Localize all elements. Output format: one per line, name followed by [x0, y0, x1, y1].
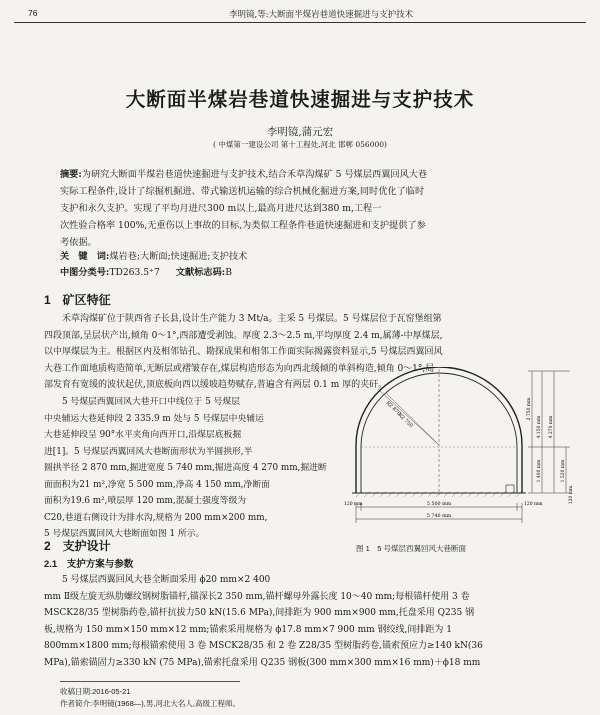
clc-value: TD263.5⁺7	[109, 267, 160, 278]
section-heading-2: 2 支护设计	[44, 539, 111, 553]
keywords-label: 关 键 词:	[60, 251, 110, 262]
footnote-rule	[60, 681, 240, 682]
running-title: 李明镜,等:大断面半煤岩巷道快速掘进与支护技术	[229, 10, 414, 20]
para-line: 800mm×1800 mm;每根锚索使用 3 卷 MSCK28/35 和 2 卷 Z28/35 型树脂药卷,锚索预应力≥140 kN(36	[44, 641, 483, 651]
clc-label: 中图分类号:	[60, 267, 110, 278]
para-line: 面面积为21 m²,净宽 5 500 mm,净高 4 150 mm,净断面	[44, 479, 270, 490]
para-line: 四段顶部,呈层状产出,倾角 0～1°,西部遭受剥蚀。厚度 2.3～2.5 m,平均厚度 2.4 m,属薄-中厚煤层,	[44, 330, 443, 341]
section2-paragraph	[44, 572, 582, 671]
para-line: 进[1]。5 号煤层西翼回风大巷断面形状为半圆拱形,半	[44, 446, 253, 457]
radius-label: R2 750	[396, 412, 414, 430]
height-label: 1 400 mm	[537, 459, 542, 483]
page-number: 76	[28, 8, 38, 18]
tunnel-cross-section-figure	[342, 367, 582, 538]
para-line: 面积为19.6 m²,喷层厚 120 mm,混凝土强度等级为	[44, 496, 247, 506]
radius-line-inner	[386, 393, 439, 445]
para-line: 大巷工作面地质构造简单,无断层或褶皱存在,煤层构造形态为向西北缓倾的单斜构造,倾角 0～1°,局	[44, 363, 435, 374]
article-affiliation: ( 中煤第一建设公司 第十工程处,河北 邯郸 056000)	[213, 140, 387, 149]
drain-channel	[506, 485, 514, 493]
article-title: 大断面半煤岩巷道快速掘进与支护技术	[125, 88, 475, 111]
height-label: 4 270 mm	[549, 415, 554, 439]
para-line: mm Ⅱ级左旋无纵肋螺纹钢树脂锚杆,锚深长2 350 mm,锚杆螺母外露长度 10～40 mm;每根锚杆使用 3 卷	[44, 591, 470, 602]
para-line: 5 号煤层西翼回风大巷开口中线位于 5 号煤层	[62, 397, 240, 407]
keywords	[60, 248, 247, 262]
para-line: 5 号煤层西翼回风大巷断面如图 1 所示。	[44, 529, 205, 539]
side-width-label: 120 mm	[524, 502, 543, 507]
section-heading-1: 1 矿区特征	[44, 293, 111, 307]
para-line: MSCK28/35 型树脂药卷,锚杆抗拔力50 kN(15.6 MPa),间排距为 900 mm×900 mm,托盘采用 Q235 钢	[44, 608, 475, 618]
width-label: 5 740 mm	[426, 514, 452, 519]
abstract-line: 为研究大断面半煤岩巷道快速掘进与支护技术,结合禾草沟煤矿 5 号煤层西翼回风大巷	[81, 169, 428, 180]
para-line: 中央辅运大巷延伸段 2 335.9 m 处与 5 号煤层中央辅运	[44, 413, 264, 424]
doc-code-value: B	[225, 267, 232, 278]
abstract	[60, 166, 550, 251]
para-line: 部发育有宽缓的波状起伏,顶底板向西以缓坡趋势赋存,普遍含有两层 0.1 m 厚的夹矸。	[44, 380, 388, 390]
para-line: 5 号煤层西翼回风大巷全断面采用 ϕ20 mm×2 400	[62, 575, 271, 585]
para-line: C20,巷道右侧设计为排水沟,规格为 200 mm×200 mm,	[44, 512, 268, 523]
para-line: 大巷延伸段呈 90°水平夹角向西开口,沿煤层底板掘	[44, 430, 242, 440]
abstract-line: 考依据。	[60, 237, 97, 248]
abstract-label: 摘要:	[60, 169, 82, 180]
para-line: 圆拱半径 2 870 mm,掘进宽度 5 740 mm,掘进高度 4 270 mm,掘进断	[44, 463, 327, 473]
height-label: 4 150 mm	[537, 415, 542, 439]
para-line: MPa),锚索锚固力≥330 kN (75 MPa),锚索托盘采用 Q235 钢板(300 mm×300 mm×16 mm)＋ϕ18 mm	[44, 657, 481, 668]
abstract-line: 次性验合格率 100%,无重伤以上事故的目标,为类似工程条件巷道快速掘进和支护提供了参	[60, 220, 426, 231]
width-label: 5 500 mm	[426, 502, 452, 507]
height-label: 1 520 mm	[561, 459, 566, 483]
subsection-heading-2-1: 2.1 支护方案与参数	[44, 559, 134, 570]
radius-line-outer	[378, 389, 439, 445]
classification	[60, 264, 232, 278]
received-date: 收稿日期:2016-05-21	[60, 687, 131, 696]
para-line: 板,规格为 150 mm×150 mm×12 mm;锚索采用规格为 ϕ17.8 mm×7 900 mm 钢绞线,间排距为 1	[44, 624, 452, 635]
abstract-line: 实际工程条件,设计了综掘机掘进、带式输送机运输的综合机械化掘进方案,同时优化了临时	[60, 186, 425, 197]
article-authors: 李明镜,蒲元宏	[266, 126, 334, 138]
height-label: 120 mm	[569, 485, 574, 505]
radius-label: R2 870	[384, 400, 402, 418]
abstract-line: 支护和永久支护。实现了平均月进尺300 m以上,最高月进尺达到380 m,工程一	[60, 203, 382, 214]
section1-paragraph2	[44, 394, 336, 543]
author-bio: 作者简介:李明镜(1968—),男,河北大名人,高级工程师。	[60, 699, 241, 708]
doc-code-label: 文献标志码:	[175, 267, 226, 278]
para-line: 禾草沟煤矿位于陕西省子长县,设计生产能力 3 Mt/a。主采 5 号煤层。5 号煤层位于瓦窑堡组第	[62, 314, 442, 324]
para-line: 以中厚煤层为主。根据区内及相邻钻孔、勘探成果和相邻工作面实际揭露资料显示,5 号煤层西翼回风	[44, 347, 443, 357]
side-width-label: 120 mm	[344, 502, 363, 507]
keywords-value: 煤岩巷;大断面;快速掘进;支护技术	[109, 251, 248, 262]
height-label: 2 750 mm	[527, 397, 532, 421]
header-rule	[14, 22, 586, 23]
figure-caption: 图 1 5 号煤层西翼回风大巷断面	[356, 544, 467, 553]
